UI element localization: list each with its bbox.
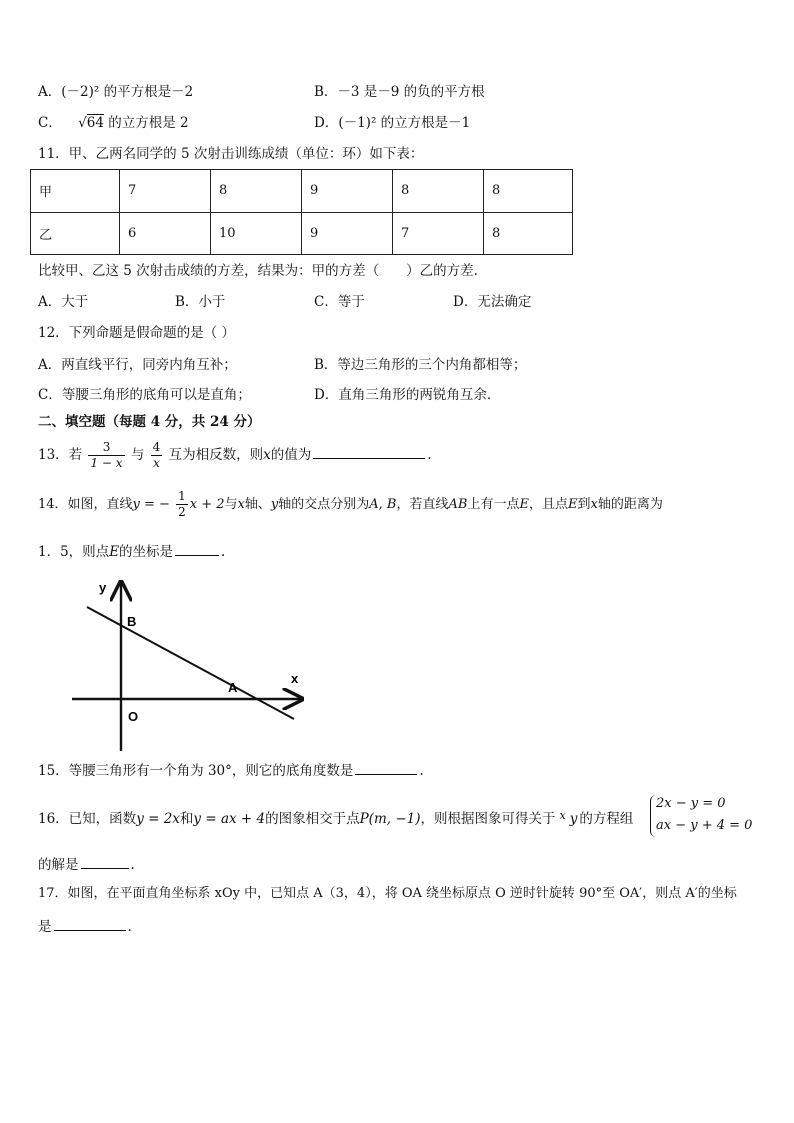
table-cell: 6 [120,212,211,255]
q17-line2-text: 是 [38,919,52,935]
q16-line2-text: 的解是 [38,857,79,873]
q13-pre: 13．若 [38,447,83,463]
fraction-one-half: $\frac{1}{2}$ [178,489,186,519]
q15-end: . [419,763,424,779]
q14-text7: 到 [577,497,591,512]
q14-E2: E [567,497,578,512]
q14-text6: ，且点 [528,497,568,512]
equation-system [656,793,752,837]
q14-line2-post: 的坐标是 [119,544,174,560]
section-heading: 二、填空题（每题 4 分，共 24 分） [38,414,261,430]
table-cell: 7 [120,170,211,213]
q14-ab: A, B [369,497,397,512]
q10-option-a: A．(－2)² 的平方根是－2 [38,84,194,100]
equation-2: ax − y + 4 = 0 [656,818,753,833]
line-ab [87,607,294,719]
answer-blank [355,773,417,775]
q11-option-c: C．等于 [314,294,365,310]
point-b-label: B [127,614,137,629]
q14-E: E [519,497,529,512]
q14-E3: E [109,544,120,560]
q16-f1: y = 2x [136,811,180,827]
q14-eq-lhs: y = − [132,497,170,512]
fraction-3-over-1-minus-x: $\frac{3}{1 - x}$ [90,440,123,470]
q14-AB: AB [448,497,468,512]
q13-mid: 与 [130,447,145,463]
answer-blank [81,867,129,869]
q10-option-b: B．－3 是－9 的负的平方根 [314,84,485,100]
q14-text1: 与 [224,497,238,512]
q14-line2 [38,542,225,562]
table-cell: 8 [211,170,302,213]
table-row [31,212,573,255]
table-cell: 9 [302,212,393,255]
q11-option-b: B．小于 [175,294,226,310]
q13-post2: 的值为 [270,447,312,463]
y-axis-label: y [99,580,107,595]
q12-stem: 12．下列命题是假命题的是（ ） [38,325,235,341]
q13 [38,438,432,472]
q16-text1: 的图象相交于点 [265,811,360,827]
table-cell: 8 [484,170,573,213]
q14-line1 [38,488,663,522]
q16-text2: ，则根据图象可得关于 [420,811,556,827]
q10-option-c-text: 的立方根是 2 [108,115,189,131]
q11-question: 比较甲、乙这 5 次射击成绩的方差，结果为：甲的方差（ ）乙的方差. [38,263,478,279]
origin-label: O [128,709,139,724]
q11-option-a: A．大于 [38,294,89,310]
table-cell-name: 甲 [31,170,120,213]
q16-y: y [569,811,578,827]
equation-1: 2x − y = 0 [656,796,726,811]
table-cell: 9 [302,170,393,213]
q16-line2 [38,855,135,875]
q16-x: x [559,809,566,822]
q16-f2: y = ax + 4 [193,811,266,827]
q14-text2: 轴、 [244,497,271,512]
point-a-label: A [228,680,238,695]
q11-option-d: D．无法确定 [453,294,532,310]
q16-point-p: P(m, −1) [359,811,421,827]
q16-text3: 的方程组 [579,811,634,827]
scores-table [30,169,573,255]
q17-line2 [38,917,132,937]
q14-text4: ，若直线 [396,497,449,512]
table-cell: 8 [393,170,484,213]
q10-option-c [38,113,189,133]
q12-option-a: A．两直线平行，同旁内角互补； [38,357,237,373]
q14-end: . [221,544,226,560]
q14-text5: 上有一点 [467,497,520,512]
q17-end: . [127,919,132,935]
table-cell: 7 [393,212,484,255]
table-row [31,170,573,213]
q14-eq-rhs: x + 2 [189,497,225,512]
q16-pre: 16．已知，函数 [38,811,137,827]
q14-text3: 轴的交点分别为 [278,497,370,512]
q15-text: 15．等腰三角形有一个角为 30°，则它的底角度数是 [38,763,354,779]
x-axis-label: x [291,671,299,686]
sqrt-sign: √ [78,115,87,131]
coordinate-figure [68,574,308,754]
answer-blank [175,554,219,556]
q14-pre: 14．如图，直线 [38,497,133,512]
q10-radicand: 64 [86,115,104,131]
fraction-4-over-x: $\frac{4}{x}$ [152,440,161,470]
q14-line2-pre: 1．5，则点 [38,544,110,560]
q10-option-c-label: C． [38,115,62,131]
q11-stem: 11．甲、乙两名同学的 5 次射击训练成绩（单位：环）如下表： [38,146,424,162]
answer-blank [54,929,126,931]
q13-var: x [263,447,271,463]
q14-x: x [237,497,245,512]
q16-line1 [38,806,633,829]
q16-and: 和 [179,811,194,827]
q13-post1: 互为相反数，则 [168,447,264,463]
table-cell-name: 乙 [31,212,120,255]
q10-option-d: D．(－1)² 的立方根是－1 [314,115,471,131]
q12-option-c: C．等腰三角形的底角可以是直角； [38,387,251,403]
q14-text8: 轴的距离为 [597,497,663,512]
table-cell: 8 [484,212,573,255]
q13-end: . [427,447,432,463]
q12-option-d: D．直角三角形的两锐角互余． [314,387,501,403]
q14-x2: x [590,497,598,512]
q16-end: . [130,857,135,873]
q17-line1: 17．如图，在平面直角坐标系 xOy 中，已知点 A（3，4），将 OA 绕坐标原点 O 逆时针旋转 90°至 OA′，则点 A′的坐标 [38,886,737,901]
q12-option-b: B．等边三角形的三个内角都相等； [314,357,527,373]
answer-blank [313,457,425,459]
table-cell: 10 [211,212,302,255]
q14-y: y [270,497,279,512]
q15 [38,761,424,781]
